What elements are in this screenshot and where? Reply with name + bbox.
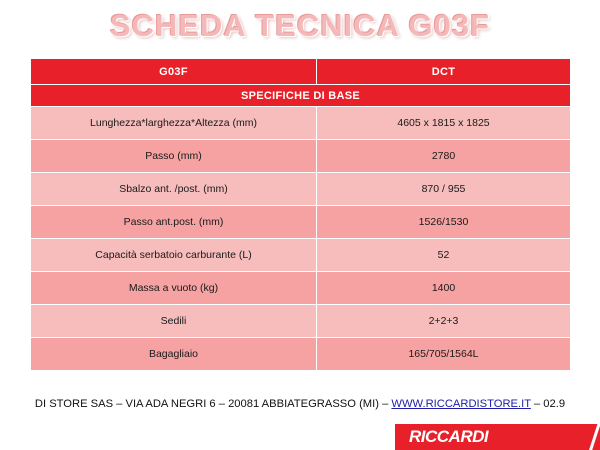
table-row <box>31 239 571 272</box>
brand-logo: RICCARDI <box>409 427 489 446</box>
table-header-cell-model: G03F <box>31 59 317 85</box>
footer-website-link[interactable]: WWW.RICCARDISTORE.IT <box>391 398 531 410</box>
brand-slash-decoration <box>587 424 600 450</box>
table-row <box>31 338 571 371</box>
row-label: Bagagliaio <box>31 338 317 371</box>
row-label: Capacità serbatoio carburante (L) <box>31 239 317 272</box>
table-section-title: SPECIFICHE DI BASE <box>31 85 571 107</box>
table-header-row <box>31 59 571 85</box>
page-title: SCHEDA TECNICA G03F <box>109 8 491 43</box>
table-header-cell-transmission: DCT <box>317 59 571 85</box>
row-value: 2780 <box>317 140 571 173</box>
row-value: 52 <box>317 239 571 272</box>
row-value: 4605 x 1815 x 1825 <box>317 107 571 140</box>
table-row <box>31 173 571 206</box>
row-label: Massa a vuoto (kg) <box>31 272 317 305</box>
footer-suffix: – 02.9 <box>530 398 566 410</box>
brand-band <box>395 424 600 450</box>
table-row <box>31 107 571 140</box>
row-value: 2+2+3 <box>317 305 571 338</box>
row-value: 165/705/1564L <box>317 338 571 371</box>
row-label: Passo (mm) <box>31 140 317 173</box>
row-label: Passo ant.post. (mm) <box>31 206 317 239</box>
footer-text <box>0 398 600 410</box>
table-row <box>31 206 571 239</box>
row-label: Sbalzo ant. /post. (mm) <box>31 173 317 206</box>
spec-table <box>30 58 571 371</box>
table-row <box>31 140 571 173</box>
row-value: 870 / 955 <box>317 173 571 206</box>
row-label: Sedili <box>31 305 317 338</box>
table-section-row <box>31 85 571 107</box>
table-row <box>31 272 571 305</box>
row-label: Lunghezza*larghezza*Altezza (mm) <box>31 107 317 140</box>
table-row <box>31 305 571 338</box>
footer-prefix: DI STORE SAS – VIA ADA NEGRI 6 – 20081 ABBIATEGRASSO (MI) – <box>34 398 392 410</box>
row-value: 1400 <box>317 272 571 305</box>
row-value: 1526/1530 <box>317 206 571 239</box>
